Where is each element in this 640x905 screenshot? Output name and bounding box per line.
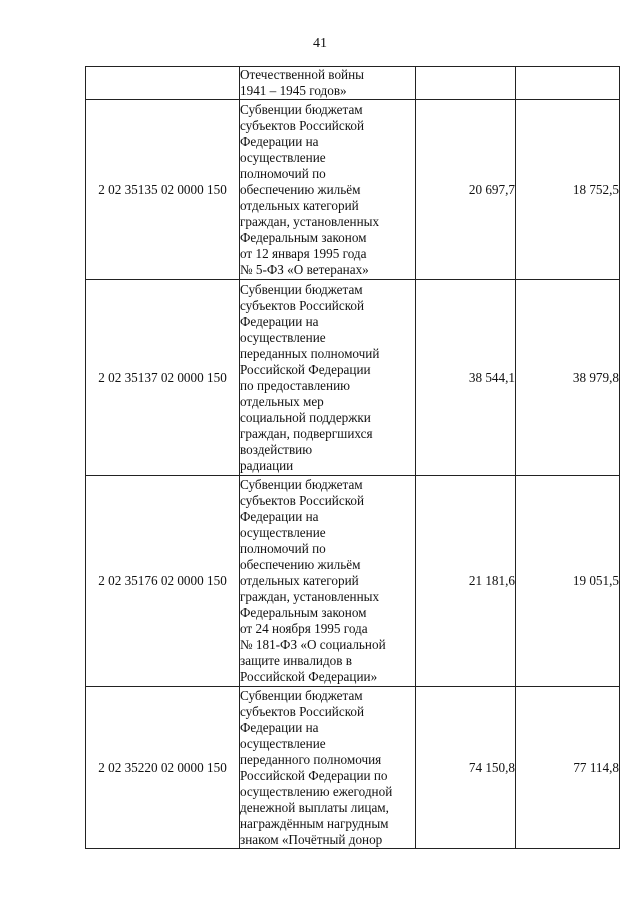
description-line: награждённым нагрудным — [240, 815, 389, 831]
description-line: по предоставлению — [240, 377, 350, 393]
amount-second-year — [516, 67, 620, 100]
description-line: полномочий по — [240, 165, 326, 181]
table-row — [86, 476, 620, 687]
description-line: переданного полномочия — [240, 751, 382, 767]
description-line: переданных полномочий — [240, 345, 380, 361]
description-line: Российской Федерации по — [240, 767, 388, 783]
description-line: Федерации на — [240, 313, 319, 329]
description-line: осуществление — [240, 329, 326, 345]
description-line: обеспечению жильём — [240, 557, 361, 572]
description-line: осуществление — [240, 149, 326, 165]
page-number: 41 — [313, 36, 327, 51]
description-line: субъектов Российской — [240, 297, 365, 313]
amount-second-year: 77 114,8 — [516, 687, 620, 849]
description-line: социальной поддержки — [240, 409, 371, 425]
description-line: субъектов Российской — [240, 703, 365, 719]
description-line: защите инвалидов в — [240, 653, 353, 668]
income-description — [240, 687, 416, 849]
description-line: граждан, установленных — [240, 589, 380, 604]
income-description — [240, 280, 416, 476]
description-line: от 12 января 1995 года — [240, 245, 367, 261]
description-line: Федерации на — [240, 719, 319, 735]
description-line: радиации — [240, 457, 294, 473]
amount-first-year: 74 150,8 — [416, 687, 516, 849]
classification-code: 2 02 35176 02 0000 150 — [86, 476, 240, 687]
description-line: воздействию — [240, 441, 313, 457]
description-line: обеспечению жильём — [240, 181, 361, 197]
description-line: отдельных категорий — [240, 573, 359, 588]
amount-first-year: 21 181,6 — [416, 476, 516, 687]
income-description — [240, 476, 416, 687]
description-line: № 181-ФЗ «О социальной — [240, 637, 386, 652]
description-line: субъектов Российской — [240, 493, 365, 508]
income-description — [240, 100, 416, 280]
description-line: 1941 – 1945 годов» — [240, 83, 347, 98]
classification-code — [86, 67, 240, 100]
amount-first-year: 38 544,1 — [416, 280, 516, 476]
budget-table — [85, 66, 620, 849]
table-row — [86, 687, 620, 849]
classification-code: 2 02 35220 02 0000 150 — [86, 687, 240, 849]
amount-first-year — [416, 67, 516, 100]
description-line: Федерации на — [240, 133, 319, 149]
income-description — [240, 67, 416, 100]
description-line: полномочий по — [240, 541, 326, 556]
description-line: Федерации на — [240, 509, 319, 524]
description-line: субъектов Российской — [240, 117, 365, 133]
classification-code: 2 02 35135 02 0000 150 — [86, 100, 240, 280]
description-line: Субвенции бюджетам — [240, 281, 363, 297]
amount-second-year: 19 051,5 — [516, 476, 620, 687]
amount-second-year: 18 752,5 — [516, 100, 620, 280]
description-line: осуществлению ежегодной — [240, 783, 393, 799]
description-line: Федеральным законом — [240, 229, 367, 245]
amount-second-year: 38 979,8 — [516, 280, 620, 476]
description-line: Российской Федерации — [240, 361, 371, 377]
description-line: Российской Федерации» — [240, 669, 378, 684]
table-row — [86, 67, 620, 100]
amount-first-year: 20 697,7 — [416, 100, 516, 280]
description-line: отдельных категорий — [240, 197, 359, 213]
table-row — [86, 100, 620, 280]
description-line: граждан, установленных — [240, 213, 380, 229]
description-line: Субвенции бюджетам — [240, 477, 363, 492]
description-line: знаком «Почётный донор — [240, 831, 383, 847]
description-line: Субвенции бюджетам — [240, 101, 363, 117]
description-line: от 24 ноября 1995 года — [240, 621, 368, 636]
description-line: Федеральным законом — [240, 605, 367, 620]
description-line: № 5-ФЗ «О ветеранах» — [240, 261, 369, 277]
description-line: отдельных мер — [240, 393, 324, 409]
table-row — [86, 280, 620, 476]
classification-code: 2 02 35137 02 0000 150 — [86, 280, 240, 476]
description-line: Субвенции бюджетам — [240, 687, 363, 703]
description-line: осуществление — [240, 525, 326, 540]
description-line: граждан, подвергшихся — [240, 425, 373, 441]
description-line: денежной выплаты лицам, — [240, 799, 389, 815]
description-line: осуществление — [240, 735, 326, 751]
description-line: Отечественной войны — [240, 67, 365, 82]
